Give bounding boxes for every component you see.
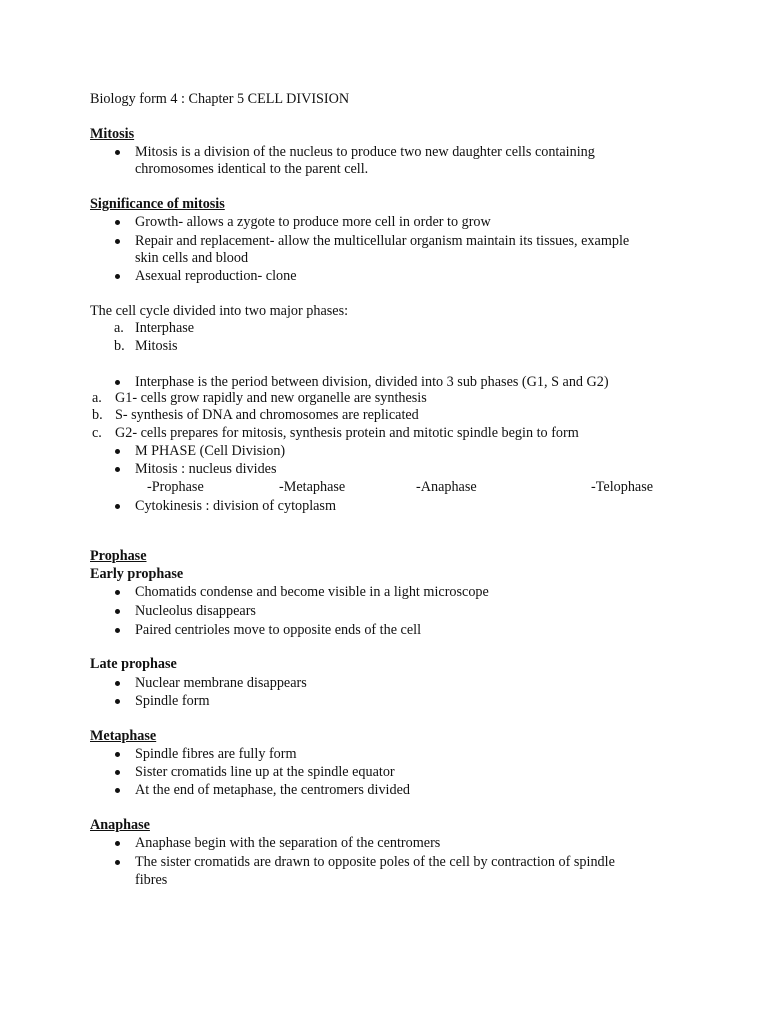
early-prophase-item: Chomatids condense and become visible in a light microscope xyxy=(135,584,489,600)
list-marker: a. xyxy=(114,320,124,336)
mitosis-definition-line1: Mitosis is a division of the nucleus to produce two new daughter cells containing xyxy=(135,144,595,160)
list-marker: a. xyxy=(92,390,102,406)
document-title: Biology form 4 : Chapter 5 CELL DIVISION xyxy=(90,91,350,107)
list-marker: b. xyxy=(92,407,103,423)
early-prophase-item: Nucleolus disappears xyxy=(135,603,256,619)
early-prophase-heading: Early prophase xyxy=(90,566,184,582)
late-prophase-heading: Late prophase xyxy=(90,656,177,672)
list-marker: b. xyxy=(114,338,125,354)
metaphase-heading: Metaphase xyxy=(90,728,157,744)
mitosis-definition-line2: chromosomes identical to the parent cell. xyxy=(135,161,369,177)
mitosis-divides: Mitosis : nucleus divides xyxy=(135,461,277,477)
phase-mitosis: Mitosis xyxy=(135,338,178,354)
list-marker: c. xyxy=(92,425,102,441)
metaphase-item: Spindle fibres are fully form xyxy=(135,746,297,762)
subphase-g1: G1- cells grow rapidly and new organelle are synthesis xyxy=(115,390,427,406)
subphase-s: S- synthesis of DNA and chromosomes are replicated xyxy=(115,407,419,423)
cytokinesis: Cytokinesis : division of cytoplasm xyxy=(135,498,336,514)
stage-metaphase: -Metaphase xyxy=(279,479,346,495)
phase-interphase: Interphase xyxy=(135,320,195,336)
metaphase-item: At the end of metaphase, the centromers divided xyxy=(135,782,410,798)
anaphase-item-line2: fibres xyxy=(135,872,168,888)
late-prophase-item: Nuclear membrane disappears xyxy=(135,675,307,691)
significance-asexual: Asexual reproduction- clone xyxy=(135,268,297,284)
significance-growth: Growth- allows a zygote to produce more cell in order to grow xyxy=(135,214,491,230)
significance-repair-line1: Repair and replacement- allow the multicellular organism maintain its tissues, example xyxy=(135,233,630,249)
interphase-definition: Interphase is the period between division, divided into 3 sub phases (G1, S and G2) xyxy=(135,374,609,390)
stage-anaphase: -Anaphase xyxy=(416,479,477,495)
subphase-g2: G2- cells prepares for mitosis, synthesis protein and mitotic spindle begin to form xyxy=(115,425,579,441)
stage-telophase: -Telophase xyxy=(591,479,654,495)
anaphase-heading: Anaphase xyxy=(90,817,150,833)
m-phase: M PHASE (Cell Division) xyxy=(135,443,286,459)
late-prophase-item: Spindle form xyxy=(135,693,210,709)
significance-repair-line2: skin cells and blood xyxy=(135,250,249,266)
prophase-heading: Prophase xyxy=(90,548,147,564)
anaphase-item: Anaphase begin with the separation of the centromers xyxy=(135,835,441,851)
mitosis-heading: Mitosis xyxy=(90,126,135,142)
anaphase-item-line1: The sister cromatids are drawn to opposite poles of the cell by contraction of spindle xyxy=(135,854,615,870)
early-prophase-item: Paired centrioles move to opposite ends of the cell xyxy=(135,622,422,638)
metaphase-item: Sister cromatids line up at the spindle equator xyxy=(135,764,395,780)
stage-prophase: -Prophase xyxy=(147,479,204,495)
significance-heading: Significance of mitosis xyxy=(90,196,225,212)
cycle-intro: The cell cycle divided into two major phases: xyxy=(90,303,349,319)
